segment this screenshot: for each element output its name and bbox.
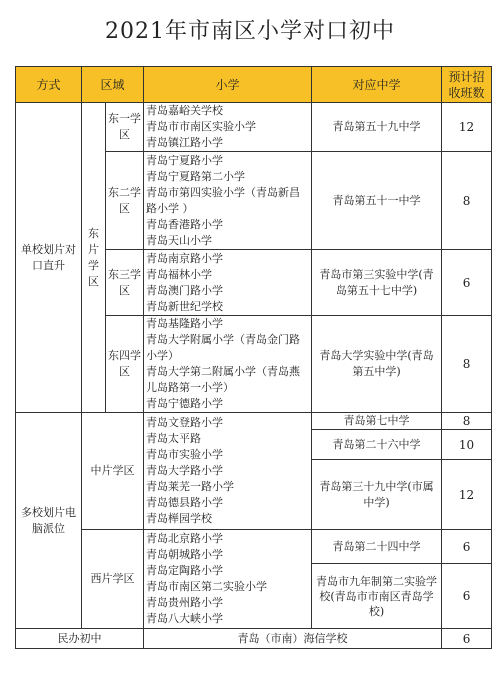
class-count: 6 xyxy=(442,250,492,316)
class-count: 8 xyxy=(442,413,492,430)
school-name: 青岛北京路小学 xyxy=(146,532,224,545)
mode-private: 民办初中 xyxy=(16,629,144,649)
middle-school: 青岛市九年制第二实验学校(青岛市市南区青岛学校) xyxy=(312,564,442,629)
middle-school: 青岛大学实验中学(青岛第五中学) xyxy=(312,316,442,413)
school-name: 青岛朝城路小学 xyxy=(146,548,224,561)
school-name: 青岛大学第二附属小学（青岛燕儿岛路第一小学） xyxy=(146,365,301,394)
header-primary: 小学 xyxy=(144,67,312,103)
school-name: 青岛宁德路小学 xyxy=(146,397,224,410)
header-middle: 对应中学 xyxy=(312,67,442,103)
class-count: 8 xyxy=(442,316,492,413)
group-name: 东四学区 xyxy=(106,316,144,413)
school-name: 青岛贵州路小学 xyxy=(146,596,224,609)
school-name: 青岛香港路小学 xyxy=(146,217,224,231)
school-list xyxy=(144,530,312,629)
class-count: 6 xyxy=(442,564,492,629)
middle-school: 青岛第七中学 xyxy=(312,413,442,430)
middle-school: 青岛第二十六中学 xyxy=(312,430,442,460)
area-west: 西片学区 xyxy=(82,530,144,629)
allocation-table xyxy=(15,66,492,649)
middle-school: 青岛第二十四中学 xyxy=(312,530,442,564)
school-list xyxy=(144,103,312,152)
area-central: 中片学区 xyxy=(82,413,144,530)
middle-school: 青岛第三十九中学(市属中学) xyxy=(312,460,442,530)
school-name: 青岛宁夏路第二小学 xyxy=(146,169,246,183)
class-count: 8 xyxy=(442,152,492,250)
school-name: 青岛市市南区实验小学 xyxy=(146,120,257,133)
class-count: 12 xyxy=(442,103,492,152)
school-list xyxy=(144,413,312,530)
group-name: 东三学区 xyxy=(106,250,144,316)
header-mode: 方式 xyxy=(16,67,82,103)
middle-school: 青岛市第三实验中学(青岛第五十七中学) xyxy=(312,250,442,316)
school-name: 青岛德县路小学 xyxy=(146,496,224,509)
school-name: 青岛大学路小学 xyxy=(146,464,224,477)
school-list xyxy=(144,316,312,413)
group-name: 东一学区 xyxy=(106,103,144,152)
school-name: 青岛文登路小学 xyxy=(146,416,224,429)
class-count: 10 xyxy=(442,430,492,460)
school-name: 青岛基隆路小学 xyxy=(146,317,224,330)
class-count: 12 xyxy=(442,460,492,530)
table-row xyxy=(16,413,492,430)
school-name: 青岛镇江路小学 xyxy=(146,136,224,149)
mode-single: 单校划片对口直升 xyxy=(16,103,82,413)
middle-school: 青岛第五十九中学 xyxy=(312,103,442,152)
group-name: 东二学区 xyxy=(106,152,144,250)
school-name: 青岛宁夏路小学 xyxy=(146,153,224,167)
header-area: 区域 xyxy=(82,67,144,103)
class-count: 6 xyxy=(442,530,492,564)
school-name: 青岛莱芜一路小学 xyxy=(146,480,235,493)
school-name: 青岛大学附属小学（青岛金门路小学） xyxy=(146,333,301,362)
school-name: 青岛市实验小学 xyxy=(146,448,224,461)
middle-school: 青岛第五十一中学 xyxy=(312,152,442,250)
class-count: 6 xyxy=(442,629,492,649)
school-name: 青岛市南区第二实验小学 xyxy=(146,580,268,593)
area-east: 东片学区 xyxy=(82,103,106,413)
school-name: 青岛榉园学校 xyxy=(146,512,213,525)
school-name: 青岛天山小学 xyxy=(146,233,213,247)
page-title: 2021年市南区小学对口初中 xyxy=(105,19,395,44)
school-name: 青岛澳门路小学 xyxy=(146,283,224,297)
school-list xyxy=(144,152,312,250)
school-name: 青岛定陶路小学 xyxy=(146,564,224,577)
table-row xyxy=(16,103,492,152)
school-name: 青岛南京路小学 xyxy=(146,251,224,265)
school-name: 青岛新世纪学校 xyxy=(146,299,224,313)
school-name: 青岛市第四实验小学（青岛新昌路小学 ） xyxy=(146,185,301,215)
private-school: 青岛（市南）海信学校 xyxy=(144,629,442,649)
school-name: 青岛福林小学 xyxy=(146,267,213,281)
school-name: 青岛太平路 xyxy=(146,432,202,445)
school-name: 青岛嘉峪关学校 xyxy=(146,104,224,117)
school-name: 青岛八大峡小学 xyxy=(146,612,224,625)
table-row xyxy=(16,629,492,649)
school-list xyxy=(144,250,312,316)
table-row xyxy=(16,530,492,564)
header-classes: 预计招收班数 xyxy=(442,67,492,103)
mode-multi: 多校划片电脑派位 xyxy=(16,413,82,629)
header-row xyxy=(16,67,492,103)
